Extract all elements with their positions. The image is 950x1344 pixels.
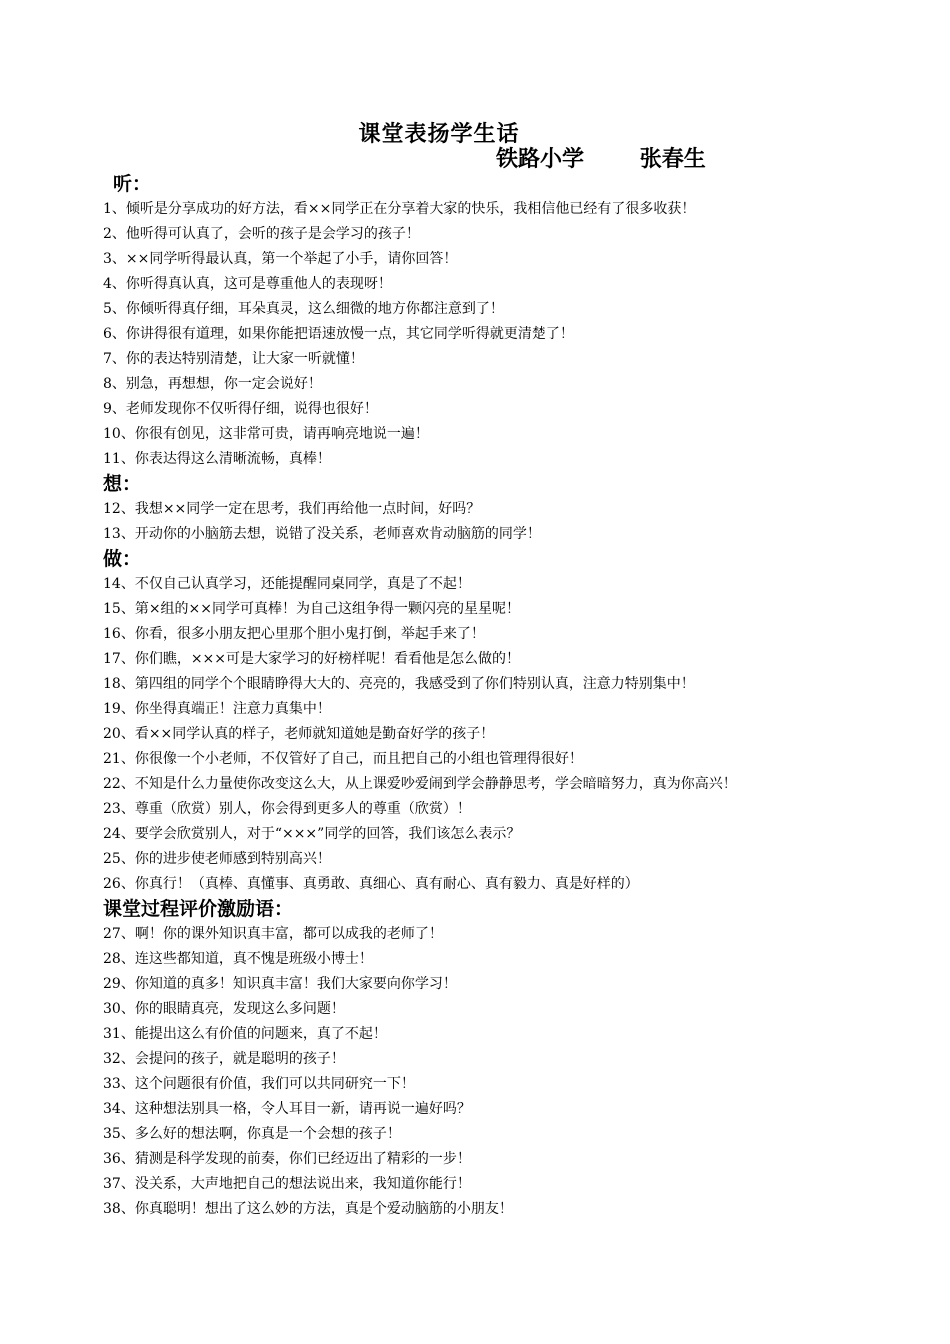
list-item: 13、开动你的小脑筋去想，说错了没关系，老师喜欢肯动脑筋的同学！: [103, 526, 541, 542]
list-item: 21、你很像一个小老师，不仅管好了自己，而且把自己的小组也管理得很好！: [103, 751, 583, 767]
list-item: 14、不仅自己认真学习，还能提醒同桌同学，真是了不起！: [103, 576, 471, 592]
section-heading-think: 想：: [103, 473, 142, 495]
list-item: 12、我想××同学一定在思考，我们再给他一点时间，好吗？: [103, 501, 481, 517]
list-item: 38、你真聪明！想出了这么妙的方法，真是个爱动脑筋的小朋友！: [103, 1201, 513, 1217]
section-heading-do: 做：: [103, 548, 142, 570]
list-item: 26、你真行！（真棒、真懂事、真勇敢、真细心、真有耐心、真有毅力、真是好样的）: [103, 876, 639, 892]
school-name: 铁路小学: [496, 147, 585, 172]
list-item: 28、连这些都知道，真不愧是班级小博士！: [103, 951, 373, 967]
list-item: 6、你讲得很有道理，如果你能把语速放慢一点，其它同学听得就更清楚了！: [103, 326, 574, 342]
list-item: 36、猜测是科学发现的前奏，你们已经迈出了精彩的一步！: [103, 1151, 471, 1167]
list-item: 37、没关系，大声地把自己的想法说出来，我知道你能行！: [103, 1176, 471, 1192]
list-item: 1、倾听是分享成功的好方法，看××同学正在分享着大家的快乐，我相信他已经有了很多收获！: [103, 201, 696, 217]
list-item: 3、××同学听得最认真，第一个举起了小手，请你回答！: [103, 251, 458, 267]
list-item: 10、你很有创见，这非常可贵，请再响亮地说一遍！: [103, 426, 429, 442]
list-item: 8、别急，再想想，你一定会说好！: [103, 376, 322, 392]
list-item: 4、你听得真认真，这可是尊重他人的表现呀！: [103, 276, 392, 292]
list-item: 31、能提出这么有价值的问题来，真了不起！: [103, 1026, 387, 1042]
list-item: 24、要学会欣赏别人，对于“×××”同学的回答，我们该怎么表示？: [103, 826, 521, 842]
list-item: 15、第×组的××同学可真棒！为自己这组争得一颗闪亮的星星呢！: [103, 601, 521, 617]
list-item: 18、第四组的同学个个眼睛睁得大大的、亮亮的，我感受到了你们特别认真，注意力特别集中！: [103, 676, 695, 692]
list-item: 9、老师发现你不仅听得仔细，说得也很好！: [103, 401, 378, 417]
list-item: 17、你们瞧，×××可是大家学习的好榜样呢！看看他是怎么做的！: [103, 651, 521, 667]
list-item: 5、你倾听得真仔细，耳朵真灵，这么细微的地方你都注意到了！: [103, 301, 504, 317]
list-item: 20、看××同学认真的样子，老师就知道她是勤奋好学的孩子！: [103, 726, 495, 742]
document-body: [103, 172, 863, 1222]
section-heading-classroom-evaluation: 课堂过程评价激励语：: [103, 898, 294, 920]
list-item: 7、你的表达特别清楚，让大家一听就懂！: [103, 351, 364, 367]
list-item: 25、你的进步使老师感到特别高兴！: [103, 851, 331, 867]
list-item: 19、你坐得真端正！注意力真集中！: [103, 701, 331, 717]
list-item: 16、你看，很多小朋友把心里那个胆小鬼打倒，举起手来了！: [103, 626, 485, 642]
page-title: 课堂表扬学生话: [358, 122, 520, 147]
list-item: 27、啊！你的课外知识真丰富，都可以成我的老师了！: [103, 926, 443, 942]
list-item: 33、这个问题很有价值，我们可以共同研究一下！: [103, 1076, 415, 1092]
author-name: 张春生: [639, 147, 706, 172]
list-item: 2、他听得可认真了，会听的孩子是会学习的孩子！: [103, 226, 420, 242]
list-item: 34、这种想法别具一格，令人耳目一新，请再说一遍好吗？: [103, 1101, 471, 1117]
list-item: 32、会提问的孩子，就是聪明的孩子！: [103, 1051, 345, 1067]
list-item: 22、不知是什么力量使你改变这么大，从上课爱吵爱闹到学会静静思考，学会暗暗努力，真为你高兴！: [103, 776, 737, 792]
list-item: 11、你表达得这么清晰流畅，真棒！: [103, 451, 331, 467]
list-item: 35、多么好的想法啊，你真是一个会想的孩子！: [103, 1126, 401, 1142]
section-heading-listen: 听：: [113, 173, 152, 195]
list-item: 30、你的眼睛真亮，发现这么多问题！: [103, 1001, 345, 1017]
list-item: 29、你知道的真多！知识真丰富！我们大家要向你学习！: [103, 976, 457, 992]
list-item: 23、尊重（欣赏）别人，你会得到更多人的尊重（欣赏）！: [103, 801, 471, 817]
